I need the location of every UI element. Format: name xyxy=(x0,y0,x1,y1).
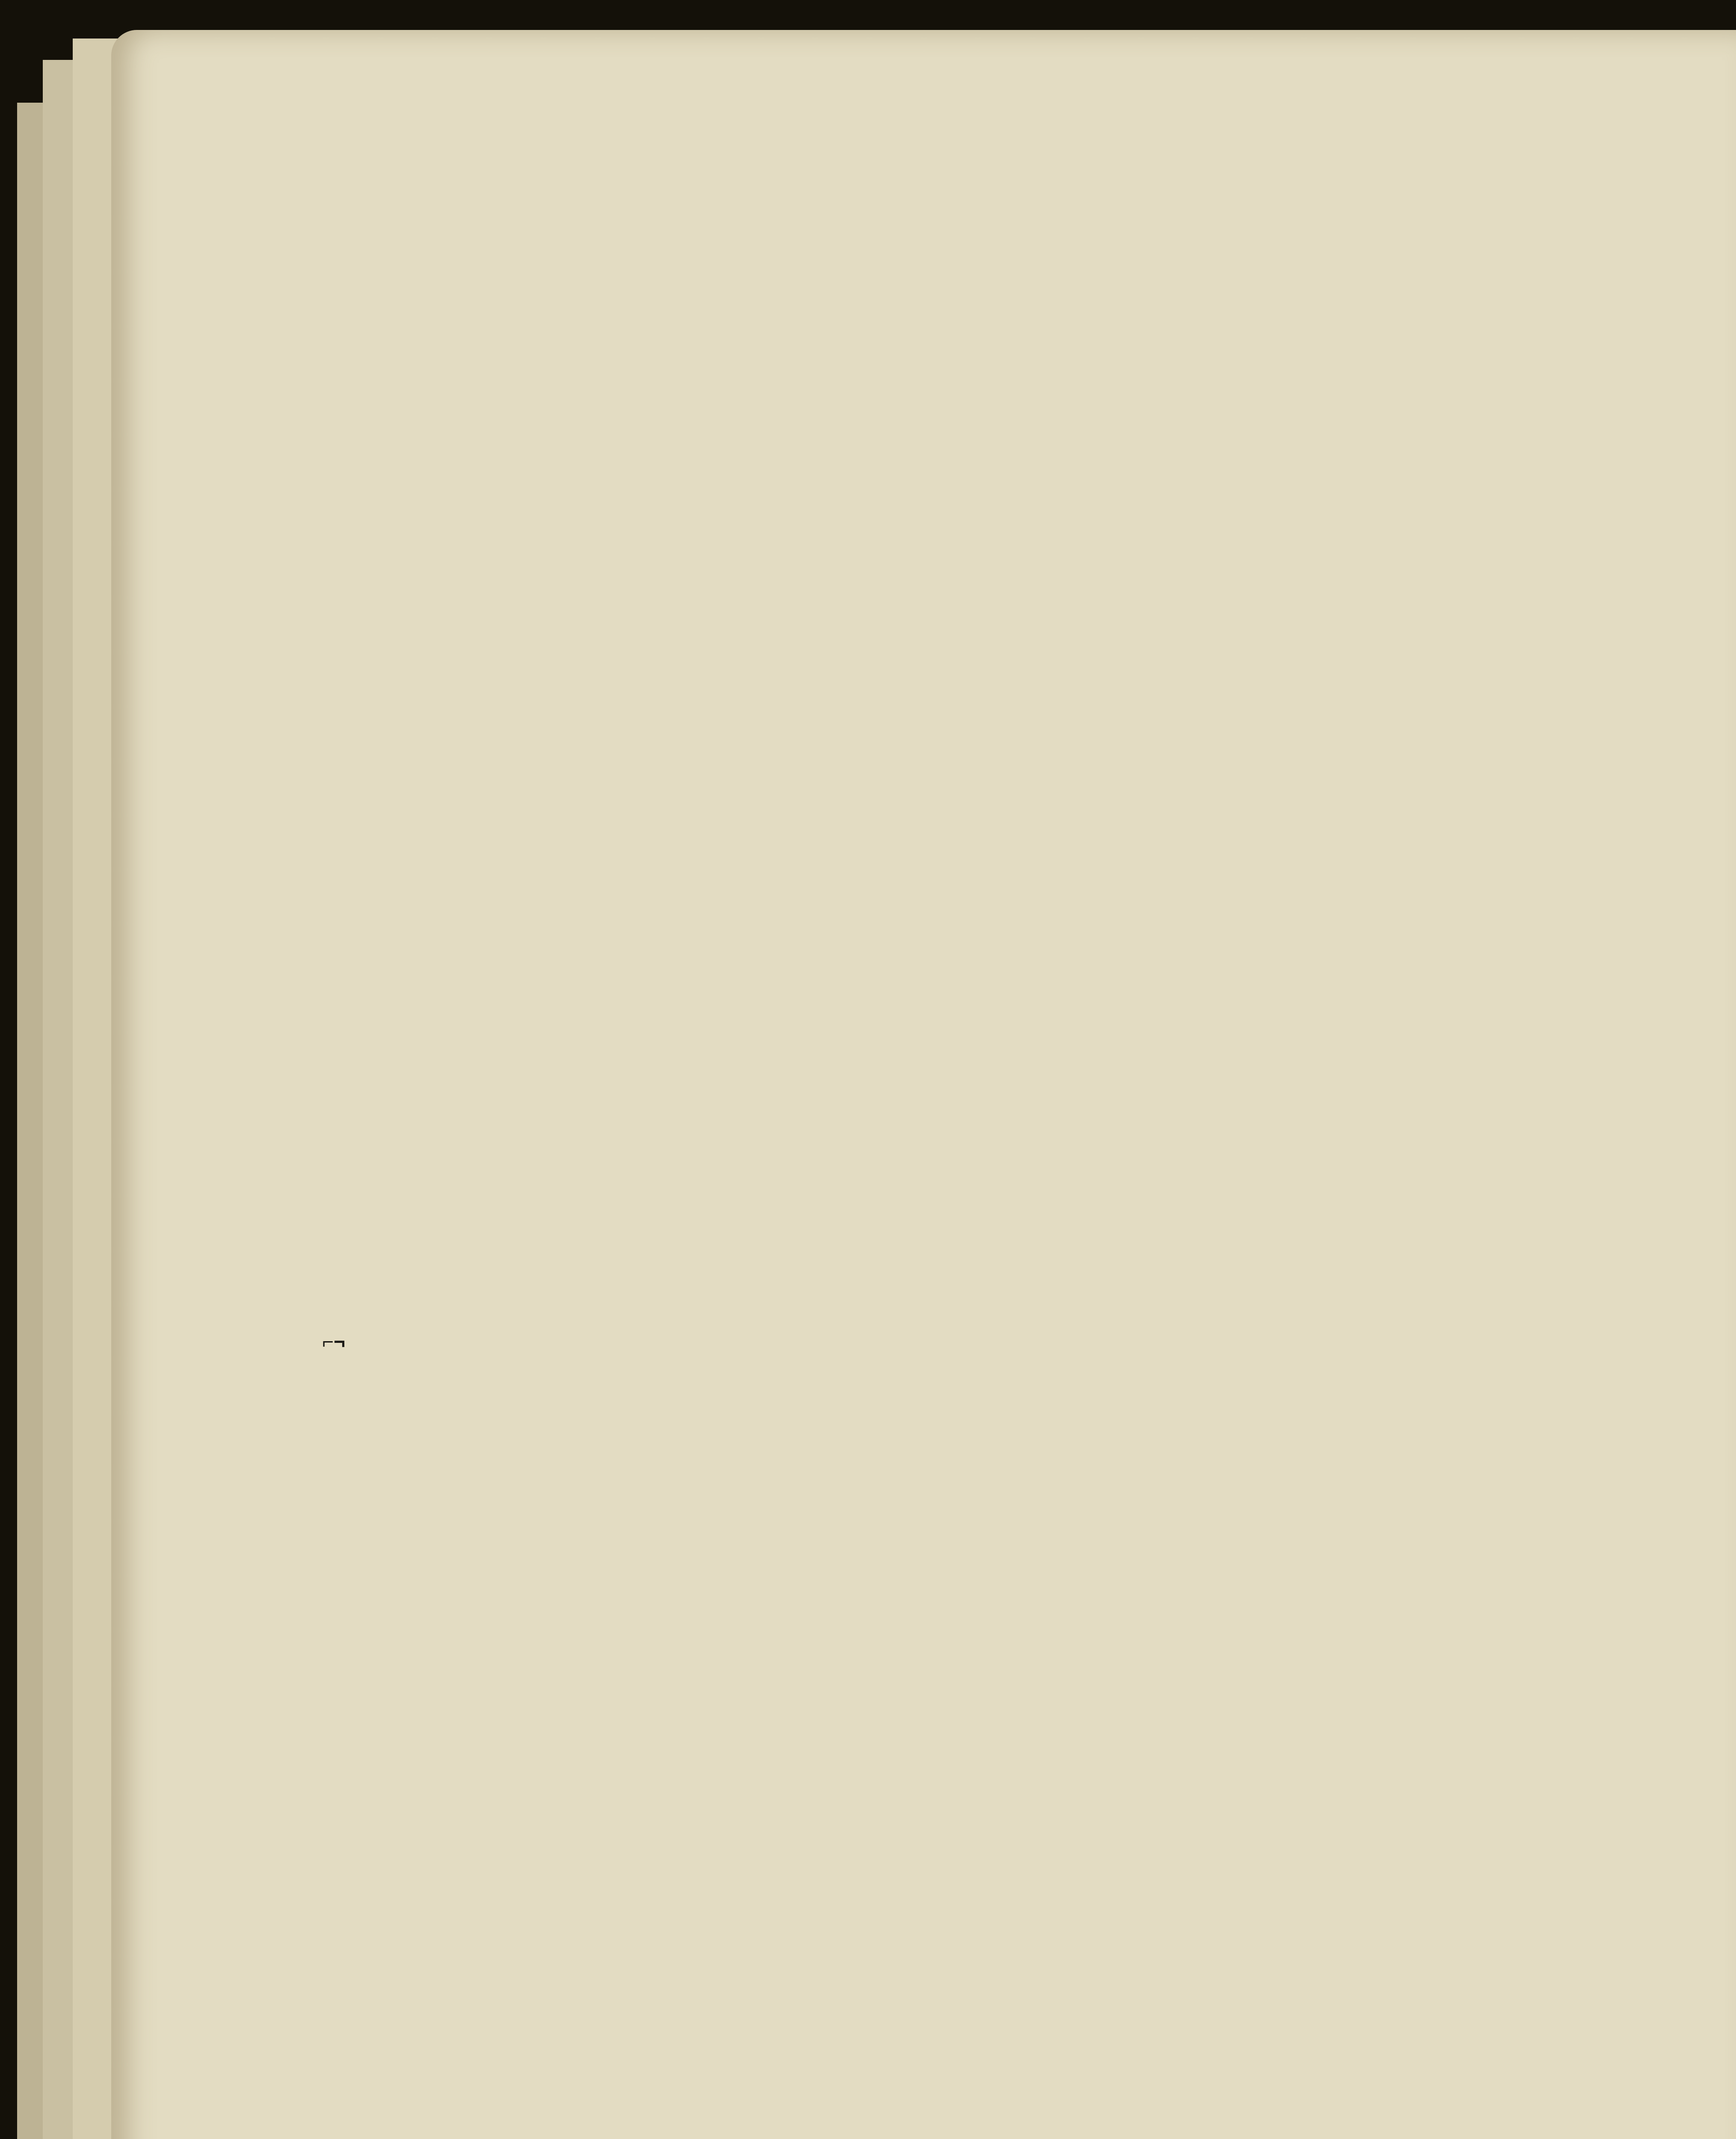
page-header xyxy=(240,113,1736,190)
book-page: ⌐¬ xyxy=(111,30,1736,2139)
